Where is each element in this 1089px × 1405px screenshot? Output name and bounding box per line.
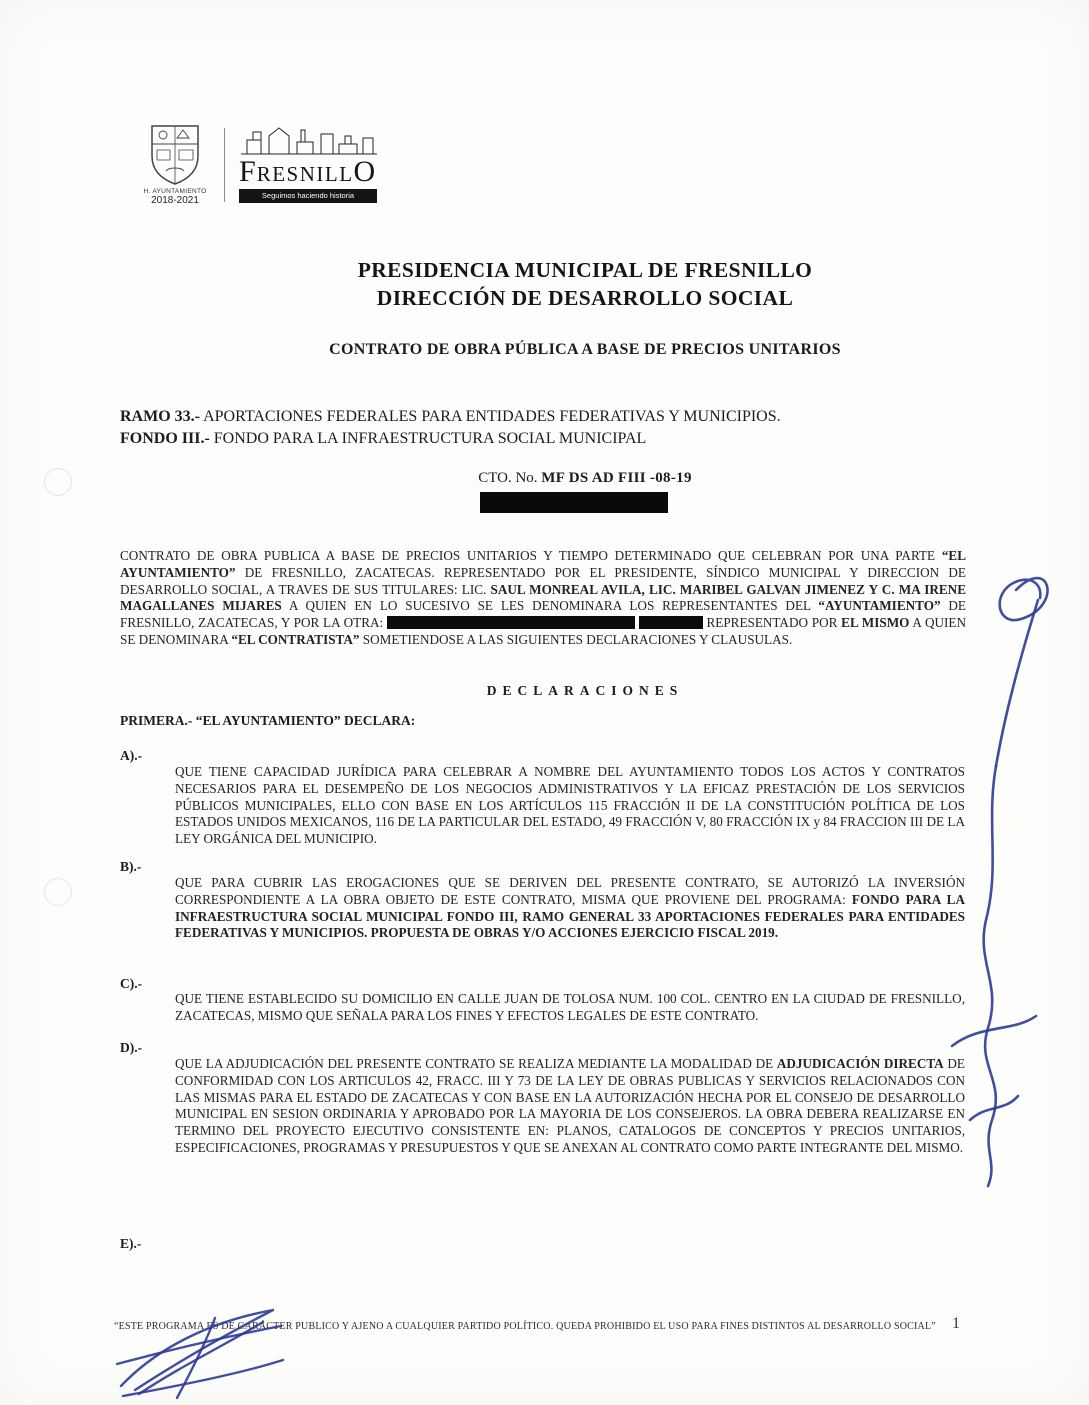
hole-punch (44, 468, 72, 496)
fresnillo-logo (239, 122, 389, 203)
contratista-term: “EL CONTRATISTA” (231, 631, 360, 647)
crest-shield-icon (146, 122, 204, 186)
section-label-c: C).- (120, 976, 143, 991)
program-lines (120, 406, 960, 450)
ayuntamiento-term: “EL AYUNTAMIENTO” (120, 548, 966, 580)
header-logos (136, 122, 389, 206)
section-label-d: D).- (120, 1040, 143, 1055)
ramo-line: RAMO 33.- APORTACIONES FEDERALES PARA ENTIDADES FEDERATIVAS Y MUNICIPIOS. (120, 408, 781, 425)
crest-caption-line2: 2018-2021 (151, 195, 199, 206)
intro-paragraph: CONTRATO DE OBRA PUBLICA A BASE DE PRECIOS UNITARIOS Y TIEMPO DETERMINADO QUE CELEBRAN POR UNA PARTE “EL AYUNTAMIENTO” DE FRESNILLO, ZACATECAS. REPRESENTADO POR EL PRESIDENTE, SÍNDICO MUNICIPAL Y DIRECCION DE DESARROLLO SOCIAL, A TRAVES DE SUS TITULARES: LIC. SAUL MONREAL AVILA, LIC. MARIBEL GALVAN JIMENEZ Y C. MA IRENE MAGALLANES MIJARES A QUIEN EN LO SUCESIVO SE LES DENOMINARA LOS REPRESENTANTES DEL “AYUNTAMIENTO” DE FRESNILLO, ZACATECAS, Y POR LA OTRA: REPRESENTADO POR EL MISMO A QUIEN SE DENOMINARA “EL CONTRATISTA” SOMETIENDOSE A LAS SIGUIENTES DECLARACIONES Y CLAUSULAS. (120, 548, 966, 647)
footer-note: “ESTE PROGRAMA ES DE CARÁCTER PUBLICO Y AJENO A CUALQUIER PARTIDO POLÍTICO. QUEDA PROHIBIDO EL USO PARA FINES DISTINTOS AL DESARROLLO SOCIAL” (114, 1321, 936, 1332)
municipal-crest-logo (136, 122, 214, 206)
brand-name: F RESNILL O (239, 155, 377, 188)
section-label-a: A).- (120, 748, 143, 763)
declarations-heading: DECLARACIONES (486, 683, 684, 698)
primera-declaration: PRIMERA.- “EL AYUNTAMIENTO” DECLARA: (120, 713, 416, 728)
redaction-bar (639, 616, 703, 629)
section-a-paragraph: QUE TIENE CAPACIDAD JURÍDICA PARA CELEBRAR A NOMBRE DEL AYUNTAMIENTO TODOS LOS ACTOS Y CONTRATOS NECESARIOS PARA EL DESEMPEÑO DE LOS NEGOCIOS ADMINISTRATIVOS Y LA EFICAZ PRESTACIÓN DE LOS SERVICIOS PÚBLICOS MUNICIPALES, ELLO CON BASE EN LOS ARTÍCULOS 115 FRACCIÓN II DE LA CONSTITUCIÓN POLÍTICA DE LOS ESTADOS UNIDOS MEXICANOS, 116 DE LA PARTICULAR DEL ESTADO, 49 FRACCIÓN V, 80 FRACCIÓN IX y 84 FRACCION III DE LA LEY ORGÁNICA DEL MUNICIPIO. (175, 764, 965, 847)
redaction-bar (480, 492, 668, 513)
skyline-icon (239, 122, 379, 156)
section-b-paragraph: QUE PARA CUBRIR LAS EROGACIONES QUE SE DERIVEN DEL PRESENTE CONTRATO, SE AUTORIZÓ LA INVERSIÓN CORRESPONDIENTE A LA OBRA OBJETO DE ESTE CONTRATO, MISMA QUE PROVIENE DEL PROGRAMA: FONDO PARA LA INFRAESTRUCTURA SOCIAL MUNICIPAL FONDO III, RAMO GENERAL 33 APORTACIONES FEDERALES PARA ENTIDADES FEDERATIVAS Y MUNICIPIOS. PROPUESTA DE OBRAS Y/O ACCIONES EJERCICIO FISCAL 2019. (175, 875, 965, 941)
fondo-line: FONDO III.- FONDO PARA LA INFRAESTRUCTURA SOCIAL MUNICIPAL (120, 430, 647, 447)
logo-divider (224, 128, 225, 202)
page-title-line1: PRESIDENCIA MUNICIPAL DE FRESNILLO (357, 258, 813, 282)
section-c-paragraph: QUE TIENE ESTABLECIDO SU DOMICILIO EN CALLE JUAN DE TOLOSA NUM. 100 COL. CENTRO EN LA CIUDAD DE FRESNILLO, ZACATECAS, MISMO QUE SEÑALA PARA LOS FINES Y EFECTOS LEGALES DE ESTE CONTRATO. (175, 991, 965, 1023)
page-title-line2: DIRECCIÓN DE DESARROLLO SOCIAL (376, 286, 794, 310)
ramo-label: RAMO 33.- (120, 408, 200, 425)
brand-tagline: Seguimos haciendo historia (239, 189, 377, 203)
contract-number: CTO. No. MF DS AD FIII -08-19 (478, 470, 692, 486)
hole-punch (44, 878, 72, 906)
program-name: FONDO PARA LA INFRAESTRUCTURA SOCIAL MUNICIPAL FONDO III, RAMO GENERAL 33 APORTACIONES FEDERALES PARA ENTIDADES FEDERATIVAS Y MUNICIPIOS. PROPUESTA DE OBRAS Y/O ACCIONES EJERCICIO FISCAL 2019. (175, 891, 965, 941)
section-label-e: E).- (120, 1236, 142, 1251)
crest-caption-line1: H. AYUNTAMIENTO (143, 188, 207, 195)
section-d-paragraph: QUE LA ADJUDICACIÓN DEL PRESENTE CONTRATO SE REALIZA MEDIANTE LA MODALIDAD DE ADJUDICACIÓN DIRECTA DE CONFORMIDAD CON LOS ARTICULOS 42, FRACC. III Y 73 DE LA LEY DE OBRAS PUBLICAS Y SERVICIOS RELACIONADOS CON LAS MISMAS PARA EL ESTADO DE ZACATECAS Y CON BASE EN LA AUTORIZACIÓN HECHA POR EL CONSEJO DE DESARROLLO MUNICIPAL EN SESION ORDINARIA Y APROBADO POR LA MAYORIA DE LOS CONSEJEROS. LA OBRA DEBERA REALIZARSE EN TERMINO DEL PROYECTO EJECUTIVO CONSISTENTE EN: PLANOS, CATALOGOS DE CONCEPTOS Y PRECIOS UNITARIOS, ESPECIFICACIONES, PROGRAMAS Y PRESUPUESTOS Y QUE SE ANEXAN AL CONTRATO COMO PARTE INTEGRANTE DEL MISMO. (175, 1056, 965, 1155)
officials-names: SAUL MONREAL AVILA, LIC. MARIBEL GALVAN JIMENEZ Y C. MA IRENE MAGALLANES MIJARES (120, 581, 966, 614)
page-subtitle: CONTRATO DE OBRA PÚBLICA A BASE DE PRECIOS UNITARIOS (329, 341, 841, 358)
signature-bottom-left (115, 1300, 285, 1400)
redaction-bar (387, 616, 635, 629)
section-label-b: B).- (120, 859, 142, 874)
adjudicacion-directa-term: ADJUDICACIÓN DIRECTA (776, 1056, 944, 1071)
fondo-label: FONDO III.- (120, 430, 210, 447)
page-title (90, 256, 1080, 312)
page-number: 1 (952, 1315, 960, 1332)
